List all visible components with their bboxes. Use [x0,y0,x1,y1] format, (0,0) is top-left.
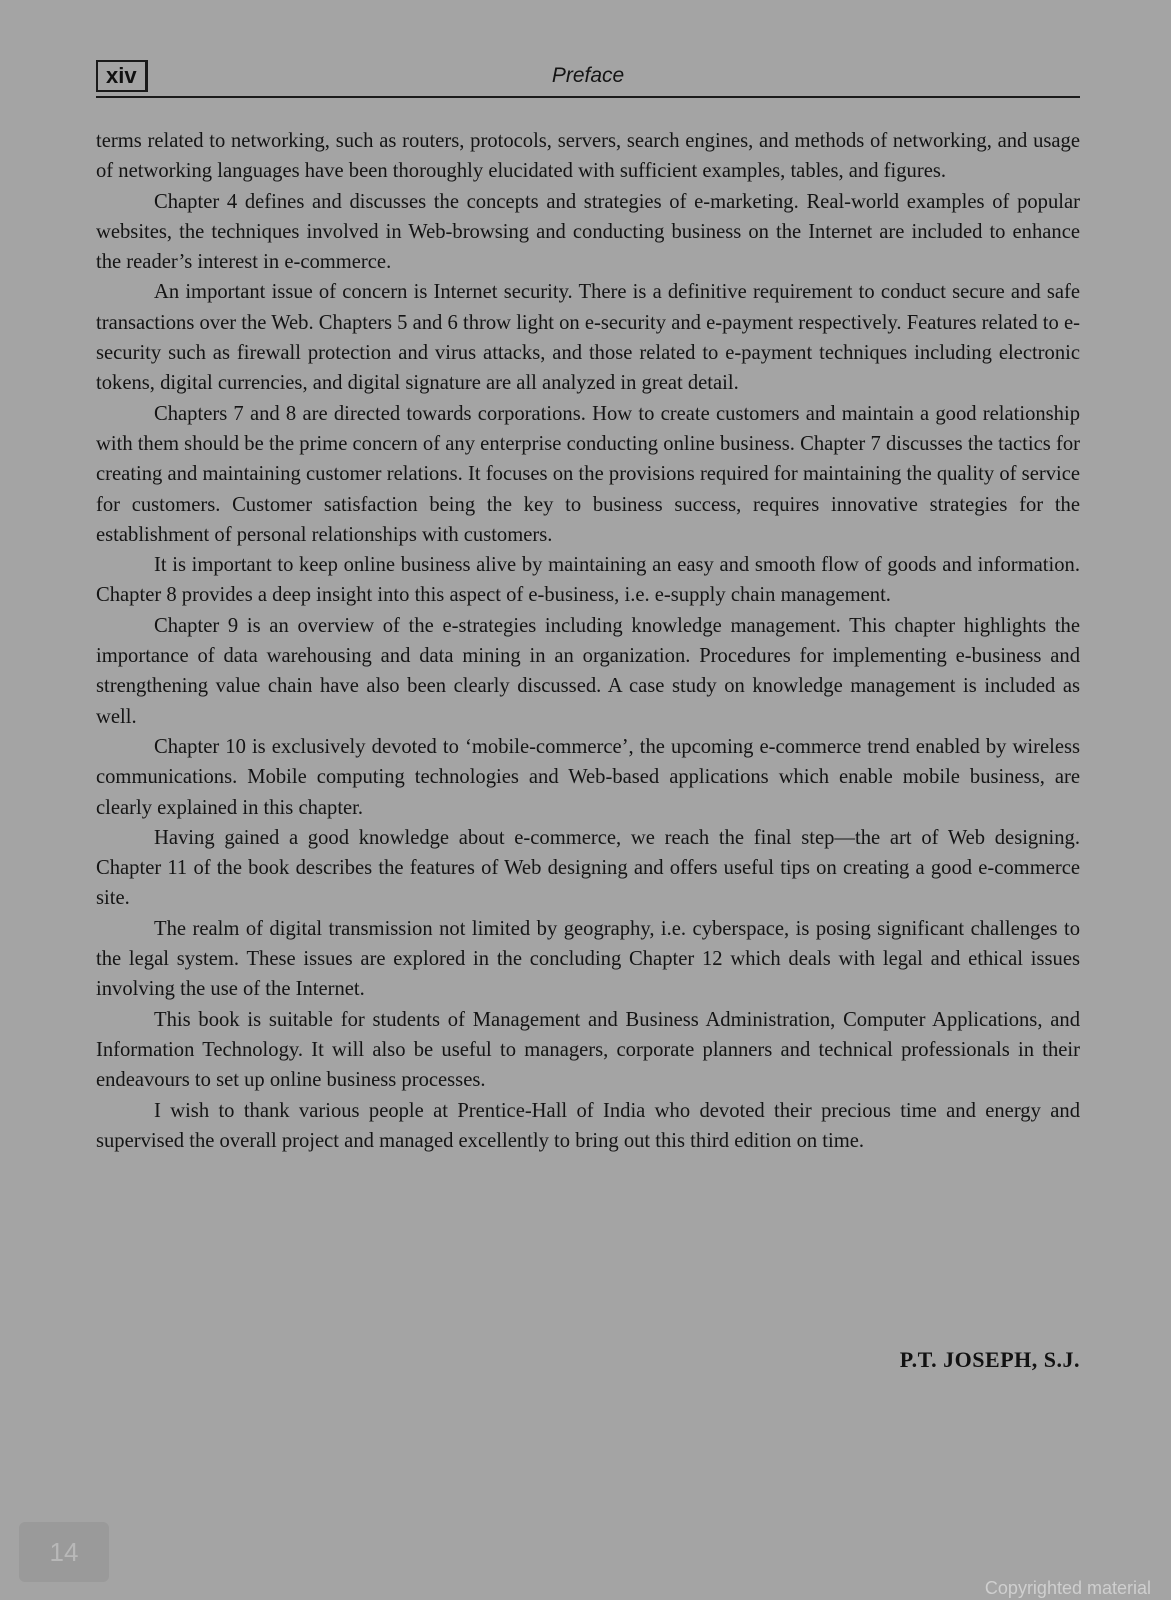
paragraph-networking: terms related to networking, such as routers, protocols, servers, search engines, and methods of networking, and usage of networking languages have been thoroughly elucidated with sufficient examples, tables, and figures. [96,130,1080,183]
paragraph-chapter-9: Chapter 9 is an overview of the e-strategies including knowledge management. This chapter highlights the importance of data warehousing and data mining in an organization. Procedures for implementing e-business and strengthening value chain have also been clearly discussed. A case study on knowledge management is included as well. [96,614,1080,728]
paragraph-chapters-7-8: Chapters 7 and 8 are directed towards corporations. How to create customers and maintain a good relationship with them should be the prime concern of any enterprise conducting online business. Chapter 7 discusses the tactics for creating and maintaining customer relations. It focuses on the provisions required for maintaining the quality of service for customers. Customer satisfaction being the key to business success, requires innovative strategies for the establishment of personal relationships with customers. [96,402,1080,546]
paragraph-acknowledgements: I wish to thank various people at Prentice-Hall of India who devoted their precious time and energy and supervised the overall project and managed excellently to bring out this third edition on time. [96,1099,1080,1152]
body-text [96,126,1080,1156]
paragraph-supply-chain: It is important to keep online business alive by maintaining an easy and smooth flow of goods and information. Chapter 8 provides a deep insight into this aspect of e-business, i.e. e-supply chain management. [96,554,1080,607]
paragraph-chapter-11: Having gained a good knowledge about e-commerce, we reach the final step—the art of Web designing. Chapter 11 of the book describes the features of Web designing and offers useful tips on creating a good e-commerce site. [96,826,1080,910]
running-title: Preface [551,64,625,87]
paragraph-chapter-10: Chapter 10 is exclusively devoted to ‘mobile-commerce’, the upcoming e-commerce trend enabled by wireless communications. Mobile computing technologies and Web-based applications which enable mobile business, are clearly explained in this chapter. [96,735,1080,819]
page-number: xiv [96,60,148,92]
paragraph-security: An important issue of concern is Internet security. There is a definitive requirement to conduct secure and safe transactions over the Web. Chapters 5 and 6 throw light on e-security and e-payment respectively. Features related to e-security such as firewall protection and virus attacks, and those related to e-payment techniques including electronic tokens, digital currencies, and digital signature are all analyzed in great detail. [96,281,1080,395]
copyright-watermark: Copyrighted material [984,1578,1151,1598]
paragraph-audience: This book is suitable for students of Management and Business Administration, Computer Applications, and Information Technology. It will also be useful to managers, corporate planners and technical professionals in their endeavours to set up online business processes. [96,1008,1080,1092]
viewer-page-indicator[interactable]: 14 [19,1522,109,1582]
author-signature: P.T. JOSEPH, S.J. [899,1347,1080,1372]
paragraph-chapter-12: The realm of digital transmission not limited by geography, i.e. cyberspace, is posing significant challenges to the legal system. These issues are explored in the concluding Chapter 12 which deals with legal and ethical issues involving the use of the Internet. [96,917,1080,1001]
paragraph-chapter-4: Chapter 4 defines and discusses the concepts and strategies of e-marketing. Real-world examples of popular websites, the techniques involved in Web-browsing and conducting business on the Internet are included to enhance the reader’s interest in e-commerce. [96,190,1080,274]
running-head [96,58,1080,98]
